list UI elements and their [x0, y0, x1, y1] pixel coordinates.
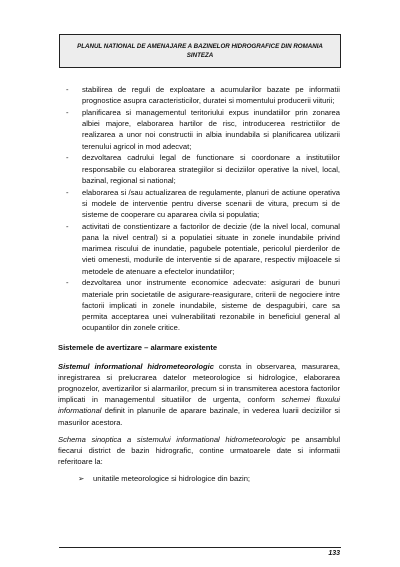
- list-dash: -: [66, 153, 69, 163]
- arrow-list-item-text: unitatile meteorologice si hidrologice din bazin;: [93, 474, 251, 484]
- list-item: [58, 277, 340, 333]
- document-body: [58, 84, 340, 485]
- footer-divider: [59, 547, 341, 548]
- list-item: [58, 152, 340, 186]
- list-item: [58, 84, 340, 106]
- list-item-text: stabilirea de reguli de exploatare a acumularilor bazate pe informatii prognostice asupra caracteristicilor, duratei si momentului producerii viiturii;: [82, 85, 340, 106]
- list-item-text: dezvoltarea unor instrumente economice adecvate: asigurari de bunuri materiale prin societatile de asigurare-reasigurare, criterii de negociere intre factorii implicati in zonele inundabile, sisteme de despagubiri, care sa permita acceptarea unei vulnerabilitati rezonabile in beneficiul general al ocupantilor din zonele critice.: [82, 278, 340, 333]
- paragraph-lead-term: Sistemul informational hidrometeorologic: [58, 361, 215, 371]
- list-item: [58, 107, 340, 152]
- list-dash: -: [66, 85, 69, 94]
- arrow-list-item: [58, 473, 340, 484]
- paragraph-text: consta in observarea, masurarea, inregistrarea si prelucrarea datelor meteorologice si hidrologice, elaborarea prognozelor, avertizarilor si alarmarilor, precum si in transmiterea acestora factorilor implicati in managementul situatiilor de urgenta, conform: [58, 361, 340, 405]
- header-subtitle: SINTEZA: [186, 52, 214, 59]
- list-item-text: planificarea si managementul teritoriului expus inundatiilor prin zonarea albiei majore, elaborarea hartilor de risc, introducerea restrictiilor de realizarea a unor noi constructii in albia inundabila si planificarea utilizarii terenului agricol in mod adecvat;: [82, 108, 340, 151]
- list-dash: -: [66, 221, 69, 231]
- arrow-bullet-icon: ➢: [78, 474, 85, 484]
- header-title: PLANUL NATIONAL DE AMENAJARE A BAZINELOR HIDROGRAFICE DIN ROMANIA: [77, 43, 323, 50]
- document-header: [59, 34, 341, 68]
- paragraph-hydromet-system: [58, 361, 340, 428]
- list-item-text: activitati de constientizare a factorilor de decizie (de la nivel local, comunal pana la nivel central) si a populatiei situate in zonele inundabile privind marimea riscului de inundatie, pagubele potentiale, pericolul pierderilor de vieti omenesti, modurile de interventie si de aparare, respectiv mijloacele si metodele de atenuare a efectelor inundatiilor;: [82, 221, 340, 276]
- paragraph-synoptic-scheme: [58, 434, 340, 468]
- list-item-text: elaborarea si /sau actualizarea de regulamente, planuri de actiune operativa si modele de interventie pentru diverse scenarii de vitura, precum si de sisteme de cooperare cu apararea civila si populatia;: [82, 187, 340, 220]
- paragraph-text: pe ansamblul fiecarui district de bazin hidrografic, contine urmatoarele date si informatii referitoare la:: [58, 434, 341, 467]
- list-dash: -: [66, 187, 69, 197]
- paragraph-italic-term: schemei fluxului informational: [58, 395, 340, 416]
- list-item-text: dezvoltarea cadrului legal de functionare si coordonare a institutiilor responsabile cu elaborarea strategiilor si deciziilor operative la nivel, local, bazinal, regional si national;: [82, 153, 340, 185]
- section-heading: Sistemele de avertizare – alarmare existente: [58, 343, 218, 353]
- paragraph-lead-term: Schema sinoptica a sistemului informational hidrometeorologic: [58, 434, 286, 444]
- page-number: 133: [328, 550, 340, 557]
- list-item: [58, 221, 340, 277]
- list-dash: -: [66, 278, 69, 288]
- list-dash: -: [66, 108, 69, 117]
- list-item: [58, 187, 340, 221]
- measures-list: [58, 84, 340, 333]
- paragraph-text: definit in planurile de aparare bazinale, in vederea luarii deciziilor si masurilor acestora.: [58, 406, 340, 427]
